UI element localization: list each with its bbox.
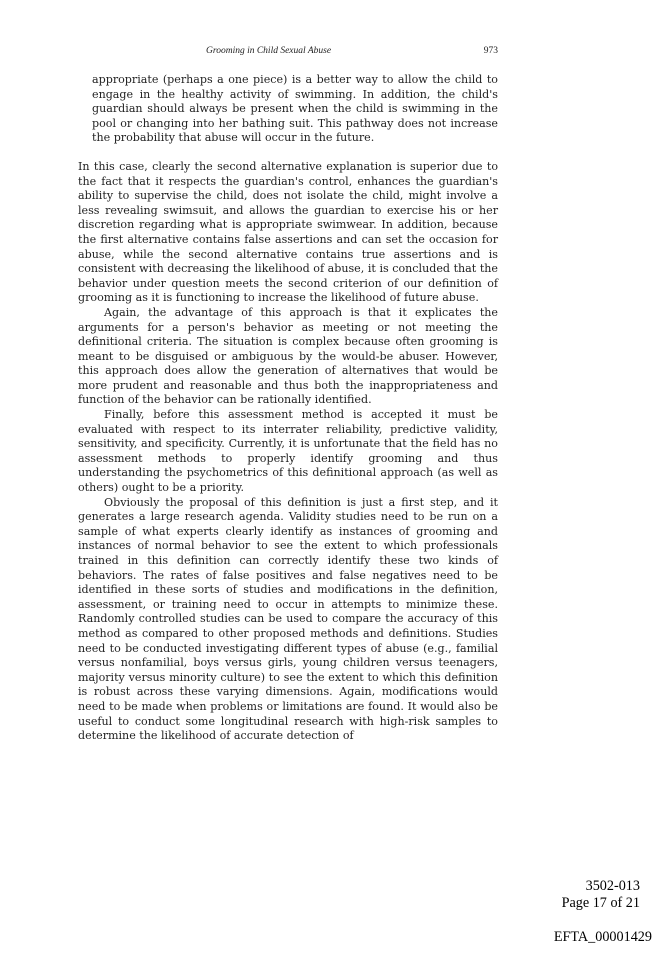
exhibit-stamp: [562, 878, 640, 912]
body-text: [78, 73, 498, 744]
bates-number: EFTA_00001429: [553, 929, 652, 945]
exhibit-number: 3502-013: [585, 878, 640, 894]
paragraph-conclusion: In this case, clearly the second alternative explanation is superior due to the fact that it respects the guardian's control, enhances the guardian's ability to supervise the child, does not isolate the child, might involve a less revealing swimsuit, and allows the guardian to exercise his or her discretion regarding what is appropriate swimwear. In addition, because the first alternative contains false assertions and can set the occasion for abuse, while the second alternative contains true assertions and is consistent with decreasing the likelihood of abuse, it is concluded that the behavior under question meets the second criterion of our definition of grooming as it is functioning to increase the likelihood of future abuse.: [78, 159, 498, 305]
paragraph-research-agenda: Obviously the proposal of this definition is just a first step, and it generates a large research agenda. Validity studies need to be run on a sample of what experts clearly identify as instances of grooming and instances of normal behavior to see the extent to which professionals trained in this definition can correctly identify these two kinds of behaviors. The rates of false positives and false negatives need to be identified in these sorts of studies and modifications in the definition, assessment, or training need to occur in attempts to minimize these. Randomly controlled studies can be used to compare the accuracy of this method as compared to other proposed methods and definitions. Studies need to be conducted investigating different types of abuse (e.g., familial versus nonfamilial, boys versus girls, young children versus teenagers, majority versus minority culture) to see the extent to which this definition is robust across these varying dimensions. Again, modifications would need to be made when problems or limitations are found. It would also be useful to conduct some longitudinal research with high-risk samples to determine the likelihood of accurate detection of: [78, 495, 498, 743]
paragraph-advantage: Again, the advantage of this approach is that it explicates the arguments for a person's behavior as meeting or not meeting the definitional criteria. The situation is complex because often grooming is meant to be disguised or ambiguous by the would-be abuser. However, this approach does allow the generation of alternatives that would be more prudent and reasonable and thus both the inappropriateness and function of the behavior can be rationally identified.: [78, 305, 498, 407]
running-title: Grooming in Child Sexual Abuse: [206, 46, 332, 56]
page-number: 973: [483, 46, 498, 56]
paragraph-assessment: Finally, before this assessment method is accepted it must be evaluated with respect to its interrater reliability, predictive validity, sensitivity, and specificity. Currently, it is unfortunate that the field has no assessment methods to properly identify grooming and thus understanding the psychometrics of this definitional approach (as well as others) ought to be a priority.: [78, 408, 498, 495]
block-quote: appropriate (perhaps a one piece) is a better way to allow the child to engage in the healthy activity of swimming. In addition, the child's guardian should always be present when the child is swimming in the pool or changing into her bathing suit. This pathway does not increase the probability that abuse will occur in the future.: [92, 73, 498, 145]
running-header: [78, 46, 498, 60]
page-of-count: Page 17 of 21: [561, 895, 640, 911]
